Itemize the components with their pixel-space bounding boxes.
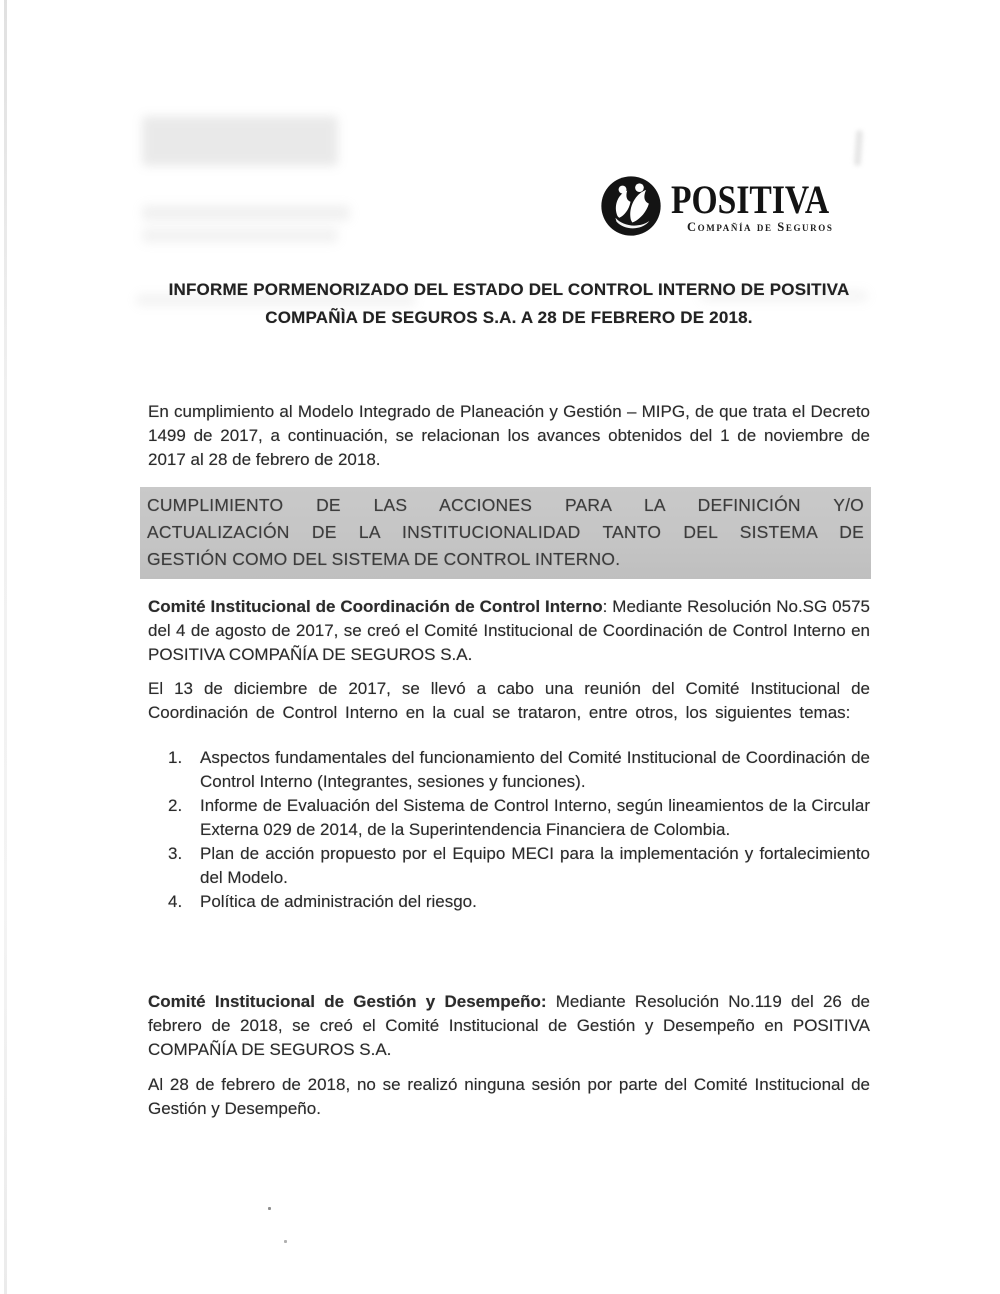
paragraph-rest: Mediante Resolución No.119 del 26 de febrero de 2018, se creó el Comité Institucional de Gestión y Desempeño en POSITIVA COMPAÑÍA DE SEGUROS S.A. [148, 992, 871, 1059]
topics-list [148, 746, 870, 914]
list-item-text: Informe de Evaluación del Sistema de Control Interno, según lineamientos de la Circular Externa 029 de 2014, de la Superintendencia Financiera de Colombia. [200, 796, 870, 839]
list-item-number: 4. [168, 892, 183, 911]
list-item-number: 3. [168, 844, 183, 863]
scan-speck [284, 1240, 287, 1243]
list-item-number: 2. [168, 796, 183, 815]
scan-bleedthrough-smudge [142, 205, 350, 221]
list-item-text: Plan de acción propuesto por el Equipo MECI para la implementación y fortalecimiento del Modelo. [200, 844, 870, 887]
scan-speck [268, 1207, 271, 1210]
brand-wordmark: POSITIVA [671, 177, 830, 222]
intro-paragraph: En cumplimiento al Modelo Integrado de Planeación y Gestión – MIPG, de que trata el Decreto 1499 de 2017, a continuación, se relacionan los avances obtenidos del 1 de noviembre de 2017 al 28 de febrero de 2018. [148, 402, 870, 469]
paragraph-comite-coordinacion [148, 595, 870, 667]
paragraph-reunion: El 13 de diciembre de 2017, se llevó a cabo una reunión del Comité Institucional de Coordinación de Control Interno en la cual se trataron, entre otros, los siguientes temas: [148, 679, 870, 722]
scan-mark-artifact [854, 130, 863, 166]
list-item [148, 794, 870, 842]
list-item-text: Política de administración del riesgo. [200, 892, 477, 911]
scan-edge-artifact [4, 0, 7, 1294]
scan-bleedthrough-smudge [142, 116, 338, 166]
list-item [148, 890, 870, 914]
list-item [148, 842, 870, 890]
paragraph-rest: : Mediante Resolución No.SG 0575 del 4 de agosto de 2017, se creó el Comité Institucional de Coordinación de Control Interno en POSITIVA COMPAÑÍA DE SEGUROS S.A. [148, 597, 870, 664]
list-item [148, 746, 870, 794]
list-item-number: 1. [168, 748, 183, 767]
section-heading-line: ACTUALIZACIÓN DE LA INSTITUCIONALIDAD TANTO DEL SISTEMA DE [147, 522, 864, 542]
list-item-text: Aspectos fundamentales del funcionamiento del Comité Institucional de Coordinación de Control Interno (Integrantes, sesiones y funciones). [200, 748, 870, 791]
paragraph-no-session: Al 28 de febrero de 2018, no se realizó ninguna sesión por parte del Comité Institucional de Gestión y Desempeño. [148, 1075, 870, 1118]
scan-bleedthrough-smudge [142, 228, 338, 243]
section-heading-line: CUMPLIMIENTO DE LAS ACCIONES PARA LA DEFINICIÓN Y/O [147, 495, 864, 515]
brand-tagline: Compañía de Seguros [687, 220, 834, 234]
report-title-line: COMPAÑÌA DE SEGUROS S.A. A 28 DE FEBRERO DE 2018. [265, 308, 753, 327]
company-logo [599, 174, 859, 238]
section-heading-line: GESTIÓN COMO DEL SISTEMA DE CONTROL INTERNO. [147, 549, 621, 569]
positiva-logo-icon [599, 174, 663, 238]
paragraph-lead-bold: Comité Institucional de Coordinación de Control Interno [148, 597, 603, 616]
section-heading [140, 487, 871, 579]
logo-text [671, 174, 859, 235]
paragraph-comite-gestion [148, 990, 870, 1062]
report-title-line: INFORME PORMENORIZADO DEL ESTADO DEL CONTROL INTERNO DE POSITIVA [168, 280, 850, 299]
paragraph-lead-bold: Comité Institucional de Gestión y Desempeño: [148, 992, 547, 1011]
report-title [148, 276, 870, 332]
